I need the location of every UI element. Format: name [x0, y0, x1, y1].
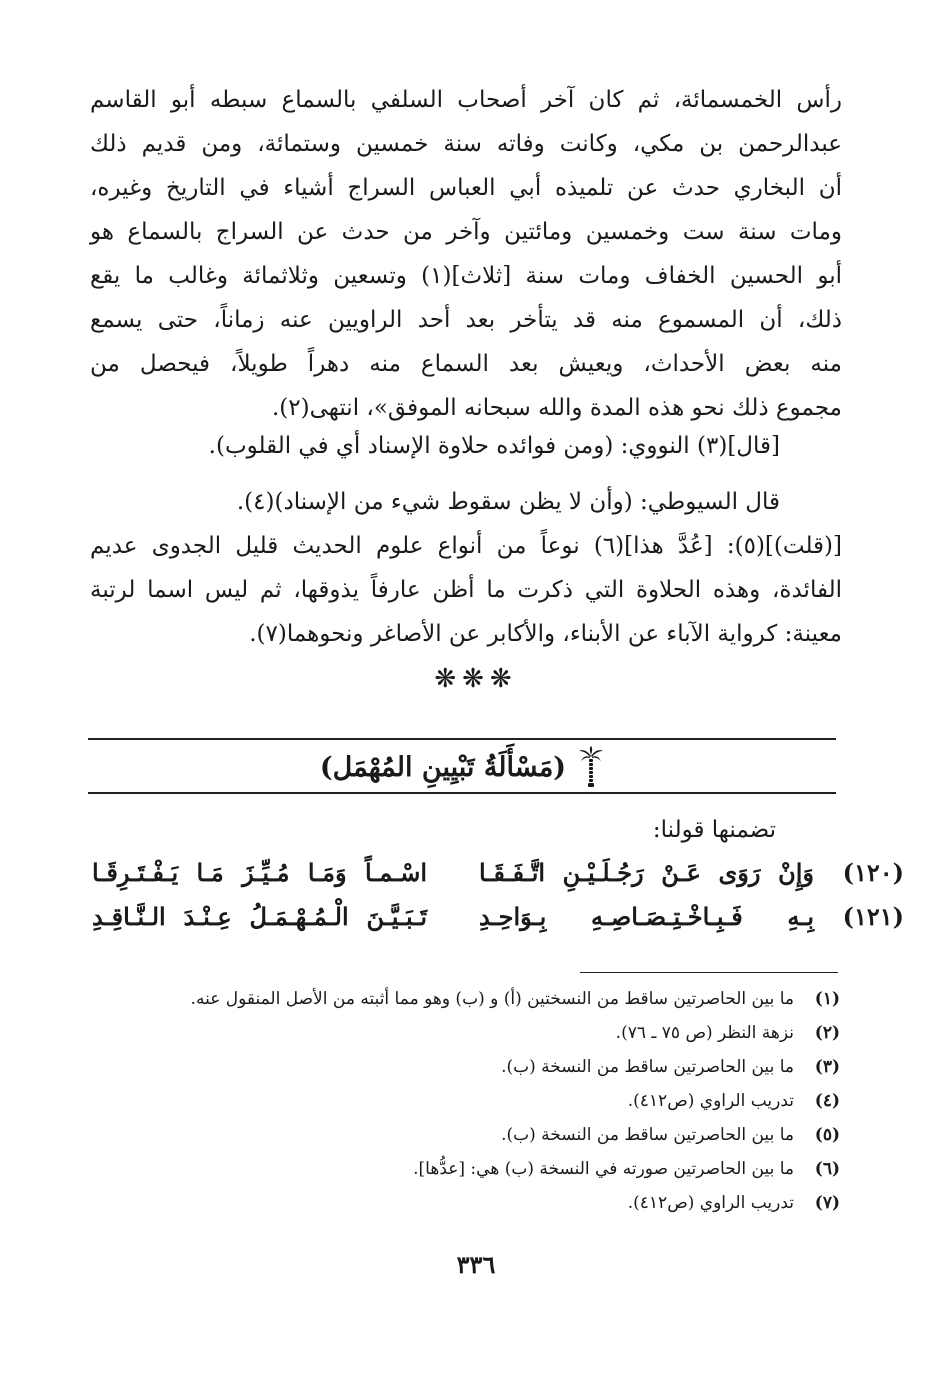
footnote-text: ما بين الحاصرتين ساقط من النسخة (ب).: [501, 1057, 794, 1077]
paragraph-line: منه بعض الأحداث، ويعيش بعد السماع منه دهراً طويلاً، فيحصل من: [90, 351, 842, 377]
footnote-number: (٧): [814, 1193, 840, 1213]
verse-line: [86, 896, 904, 936]
paragraph-line: [قال](٣) النووي: (ومن فوائده حلاوة الإسناد أي في القلوب).: [208, 433, 780, 459]
verse-first-hemistich: بِـهِ فَـبِـاخْـتِـصَـاصِـهِ بِـوَاحِـدِ: [479, 901, 814, 931]
paragraph-line: أن البخاري حدث عن تلميذه أبي العباس السراج أشياء في التاريخ وغيره،: [90, 175, 842, 201]
section-separator: ❋❋❋: [434, 664, 518, 694]
footnote-item: [80, 982, 840, 1016]
verse-line: [86, 852, 904, 892]
verse-second-hemistich: اسْـمـاً وَمَـا مُـيِّـزَ مَـا يَـفْـتَـرِقَـا: [92, 857, 427, 887]
paragraph-line: رأس الخمسمائة، ثم كان آخر أصحاب السلفي بالسماع سبطه أبو القاسم: [90, 87, 842, 113]
paragraph-line: ذلك، أن المسموع منه قد يتأخر بعد أحد الراويين عنه زماناً، حتى يسمع: [90, 307, 842, 333]
verse-second-hemistich: تَـبَـيَّـنَ الْـمُـهْـمَـلُ عِـنْـدَ الـنَّـاقِـدِ: [92, 901, 427, 931]
paragraph-line: قال السيوطي: (وأن لا يظن سقوط شيء من الإسناد)(٤).: [236, 489, 780, 515]
footnote-text: ما بين الحاصرتين صورته في النسخة (ب) هي: [عدُّها].: [413, 1159, 794, 1179]
footnote-item: [80, 1152, 840, 1186]
footnote-number: (٥): [814, 1125, 840, 1145]
paragraph-line: ومات سنة ست وخمسين ومائتين وآخر من حدث عن السراج بالسماع هو: [90, 219, 842, 245]
footnote-item: [80, 1016, 840, 1050]
footnotes-list: [80, 982, 840, 1220]
paragraph-line: مجموع ذلك نحو هذه المدة والله سبحانه الموفق»، انتهى(٢).: [271, 395, 842, 421]
section-title: (مَسْأَلَةُ تَبْيِينِ المُهْمَل): [319, 751, 567, 783]
footnote-item: [80, 1186, 840, 1220]
footnote-number: (٣): [814, 1057, 840, 1077]
verse-intro: تضمنها قولنا:: [652, 817, 776, 843]
body-paragraph-2: [90, 424, 842, 468]
footnote-text: تدريب الراوي (ص٤١٢).: [627, 1193, 794, 1213]
paragraph-line: [(قلت)](٥): [عُدَّ هذا](٦) نوعاً من أنواع علوم الحديث قليل الجدوى عديم: [90, 533, 842, 559]
palm-tree-icon: [578, 746, 604, 788]
verse-number: (١٢١): [842, 901, 904, 931]
footnote-number: (٤): [814, 1091, 840, 1111]
footnote-rule: [580, 972, 838, 973]
footnote-text: ما بين الحاصرتين ساقط من النسختين (أ) و (ب) وهو مما أثبته من الأصل المنقول عنه.: [190, 989, 794, 1009]
verse-first-hemistich: وَإِنْ رَوَى عَـنْ رَجُـلَـيْـنِ اتَّـفَـقَـا: [479, 857, 814, 887]
footnote-number: (٦): [814, 1159, 840, 1179]
footnote-number: (١): [814, 989, 840, 1009]
footnote-item: [80, 1084, 840, 1118]
verse-number: (١٢٠): [842, 857, 904, 887]
heading-rule-bottom: [88, 792, 836, 794]
paragraph-line: الفائدة، وهذه الحلاوة التي ذكرت ما أظن عارفاً يذوقها، ثم ليس اسما لرتبة: [90, 577, 842, 603]
paragraph-line: عبدالرحمن بن مكي، وكانت وفاته سنة خمسين وستمائة، ومن قديم ذلك: [90, 131, 842, 157]
footnote-item: [80, 1118, 840, 1152]
paragraph-line: أبو الحسين الخفاف ومات سنة [ثلاث](١) وتسعين وثلاثمائة وغالب ما يقع: [90, 263, 843, 289]
body-paragraph-3: [90, 480, 842, 656]
body-paragraph-1: [90, 78, 842, 430]
footnote-text: نزهة النظر (ص ٧٥ ـ ٧٦).: [615, 1023, 794, 1043]
footnote-text: تدريب الراوي (ص٤١٢).: [627, 1091, 794, 1111]
footnote-text: ما بين الحاصرتين ساقط من النسخة (ب).: [501, 1125, 794, 1145]
page-number: ٣٣٦: [456, 1250, 496, 1279]
footnote-number: (٢): [814, 1023, 840, 1043]
section-heading: [88, 744, 836, 790]
paragraph-line: معينة: كرواية الآباء عن الأبناء، والأكابر عن الأصاغر ونحوهما(٧).: [249, 621, 842, 647]
footnote-item: [80, 1050, 840, 1084]
heading-rule-top: [88, 738, 836, 740]
